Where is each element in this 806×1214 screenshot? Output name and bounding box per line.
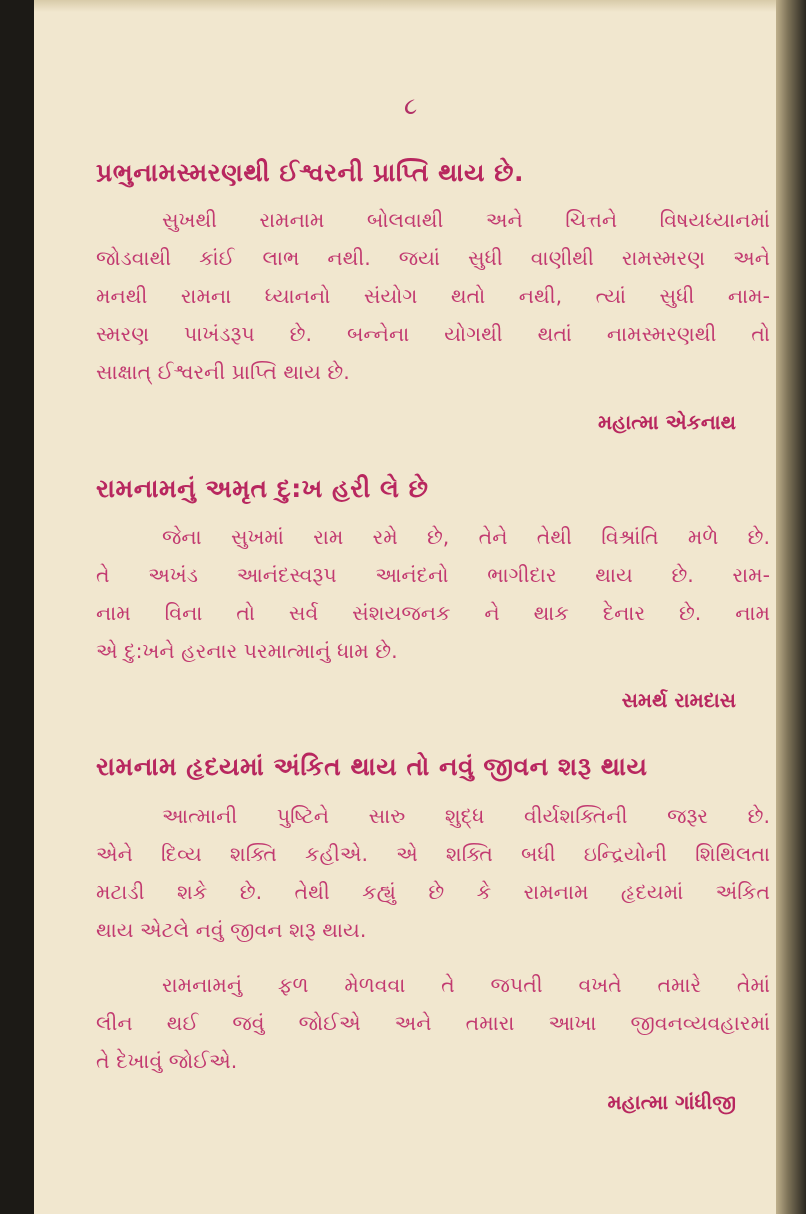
section-2-author: સમર્થ રામદાસ [621,688,736,712]
section-1-line-4: સ્મરણ પાખંડરૂપ છે. બન્નેના યોગથી થતાં નામસ્મરણથી તો [96,322,770,346]
section-3-heading: રામનામ હૃદયમાં અંકિત થાય તો નવું જીવન શરૂ થાય [96,752,648,781]
page-number: ૮ [404,92,418,120]
section-3-line-4: થાય એટલે નવું જીવન શરૂ થાય. [96,918,367,942]
section-3-line-1: આત્માની પુષ્ટિને સારુ શુદ્ધ વીર્યશક્તિની જરૂર છે. [162,804,770,828]
section-1-line-2: જોડવાથી કાંઈ લાભ નથી. જયાં સુધી વાણીથી રામસ્મરણ અને [96,246,770,270]
section-3-p2-line-2: લીન થઈ જવું જોઈએ અને તમારા આખા જીવનવ્યવહારમાં [96,1011,770,1035]
section-2-heading: રામનામનું અમૃત દુ:ખ હરી લે છે [96,474,429,503]
section-3-paragraph-2 [96,966,770,1080]
section-1-paragraph [96,201,770,391]
book-page [34,0,776,1214]
section-1-line-5: સાક્ષાત્ ઈશ્વરની પ્રાપ્તિ થાય છે. [96,360,350,384]
section-1-line-1: સુખથી રામનામ બોલવાથી અને ચિત્તને વિષયધ્યાનમાં [162,208,770,232]
section-2-line-4: એ દુ:ખને હરનાર પરમાત્માનું ધામ છે. [96,639,398,663]
section-1-line-3: મનથી રામના ધ્યાનનો સંયોગ થતો નથી, ત્યાં સુધી નામ- [96,284,770,308]
section-2-line-1: જેના સુખમાં રામ રમે છે, તેને તેથી વિશ્રાંતિ મળે છે. [162,525,770,549]
section-2-line-3: નામ વિના તો સર્વ સંશયજનક ને થાક દેનાર છે. નામ [96,601,770,625]
page-top-shadow [34,0,776,12]
section-3-line-2: એને દિવ્ય શક્તિ કહીએ. એ શક્તિ બધી ઇન્દ્રિયોની શિથિલતા [96,842,770,866]
section-3-paragraph-1 [96,797,770,949]
section-2-paragraph [96,518,770,670]
page-edge [776,0,806,1214]
section-2-line-2: તે અખંડ આનંદસ્વરૂપ આનંદનો ભાગીદાર થાય છે. રામ- [96,563,770,587]
page-content [34,0,776,1214]
section-3-p2-line-1: રામનામનું ફળ મેળવવા તે જપતી વખતે તમારે તેમાં [162,973,770,997]
section-1-author: મહાત્મા એકનાથ [598,410,736,434]
section-3-p2-line-3: તે દેખાવું જોઈએ. [96,1049,238,1073]
section-3-line-3: મટાડી શકે છે. તેથી કહ્યું છે કે રામનામ હૃદયમાં અંકિત [96,880,770,904]
section-3-author: મહાત્મા ગાંધીજી [607,1090,736,1114]
section-1-heading: પ્રભુનામસ્મરણથી ઈશ્વરની પ્રાપ્તિ થાય છે. [96,158,524,187]
